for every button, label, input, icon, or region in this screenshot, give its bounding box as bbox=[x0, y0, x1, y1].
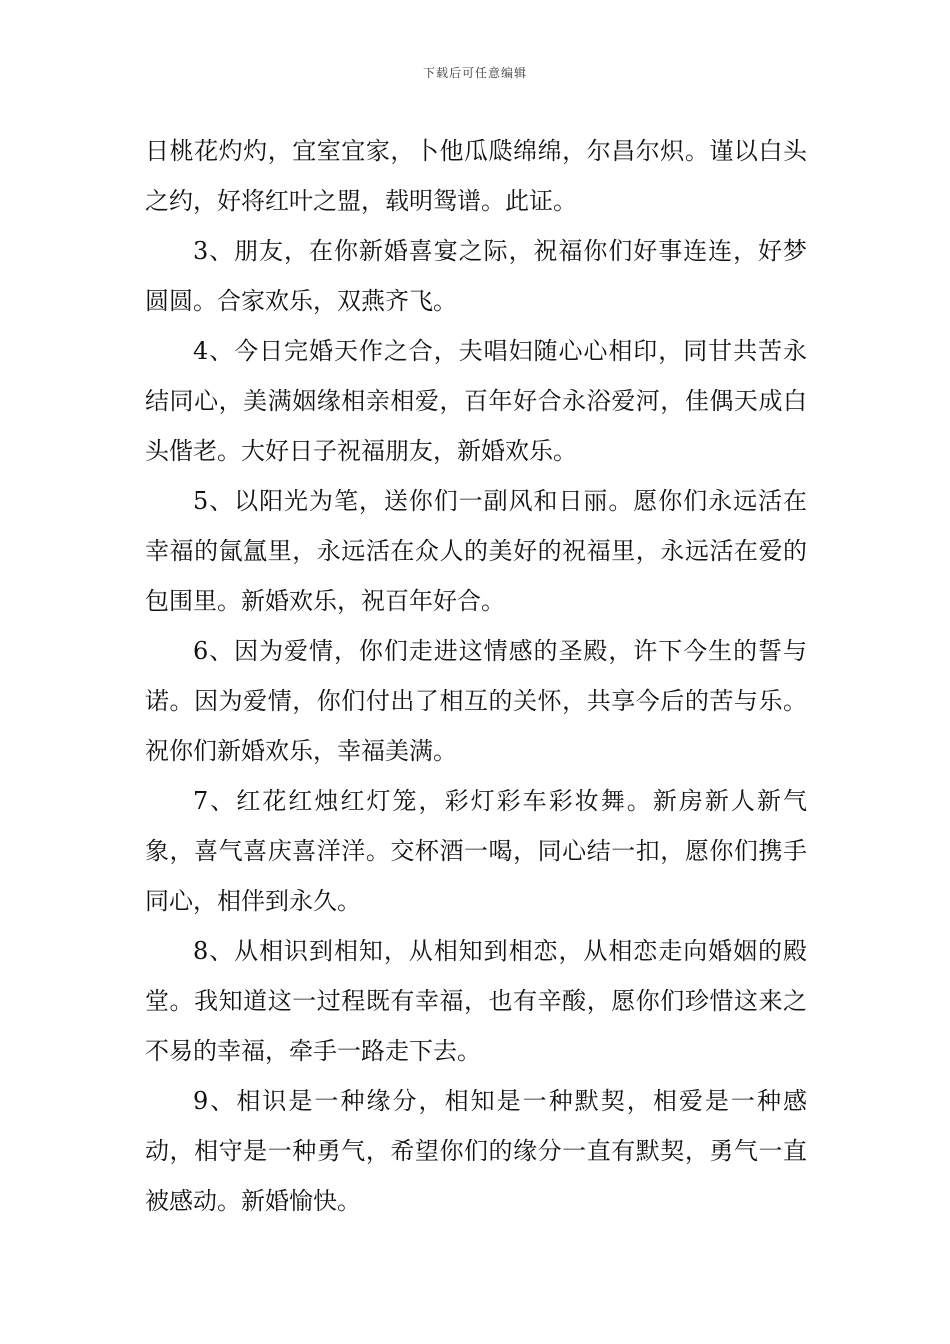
paragraph-3: 3、朋友，在你新婚喜宴之际，祝福你们好事连连，好梦圆圆。合家欢乐，双燕齐飞。 bbox=[145, 237, 807, 315]
paragraph-5: 5、以阳光为笔，送你们一副风和日丽。愿你们永远活在幸福的氤氲里，永远活在众人的美好的祝福里，永远活在爱的包围里。新婚欢乐，祝百年好合。 bbox=[145, 487, 807, 615]
paragraph-8: 8、从相识到相知，从相知到相恋，从相恋走向婚姻的殿堂。我知道这一过程既有幸福，也有辛酸，愿你们珍惜这来之不易的幸福，牵手一路走下去。 bbox=[145, 937, 807, 1065]
document-body bbox=[145, 126, 807, 1226]
page-header: 下载后可任意编辑 bbox=[422, 66, 527, 80]
paragraph-4: 4、今日完婚天作之合，夫唱妇随心心相印，同甘共苦永结同心，美满姻缘相亲相爱，百年好合永浴爱河，佳偶天成白头偕老。大好日子祝福朋友，新婚欢乐。 bbox=[145, 337, 807, 465]
paragraph-7: 7、红花红烛红灯笼，彩灯彩车彩妆舞。新房新人新气象，喜气喜庆喜洋洋。交杯酒一喝，同心结一扣，愿你们携手同心，相伴到永久。 bbox=[145, 787, 807, 915]
paragraph-continuation: 日桃花灼灼，宜室宜家，卜他瓜瓞绵绵，尔昌尔炽。谨以白头之约，好将红叶之盟，载明鸳谱。此证。 bbox=[145, 137, 807, 215]
paragraph-9: 9、相识是一种缘分，相知是一种默契，相爱是一种感动，相守是一种勇气，希望你们的缘分一直有默契，勇气一直被感动。新婚愉快。 bbox=[145, 1087, 807, 1215]
paragraph-6: 6、因为爱情，你们走进这情感的圣殿，许下今生的誓与诺。因为爱情，你们付出了相互的关怀，共享今后的苦与乐。祝你们新婚欢乐，幸福美满。 bbox=[145, 637, 807, 765]
